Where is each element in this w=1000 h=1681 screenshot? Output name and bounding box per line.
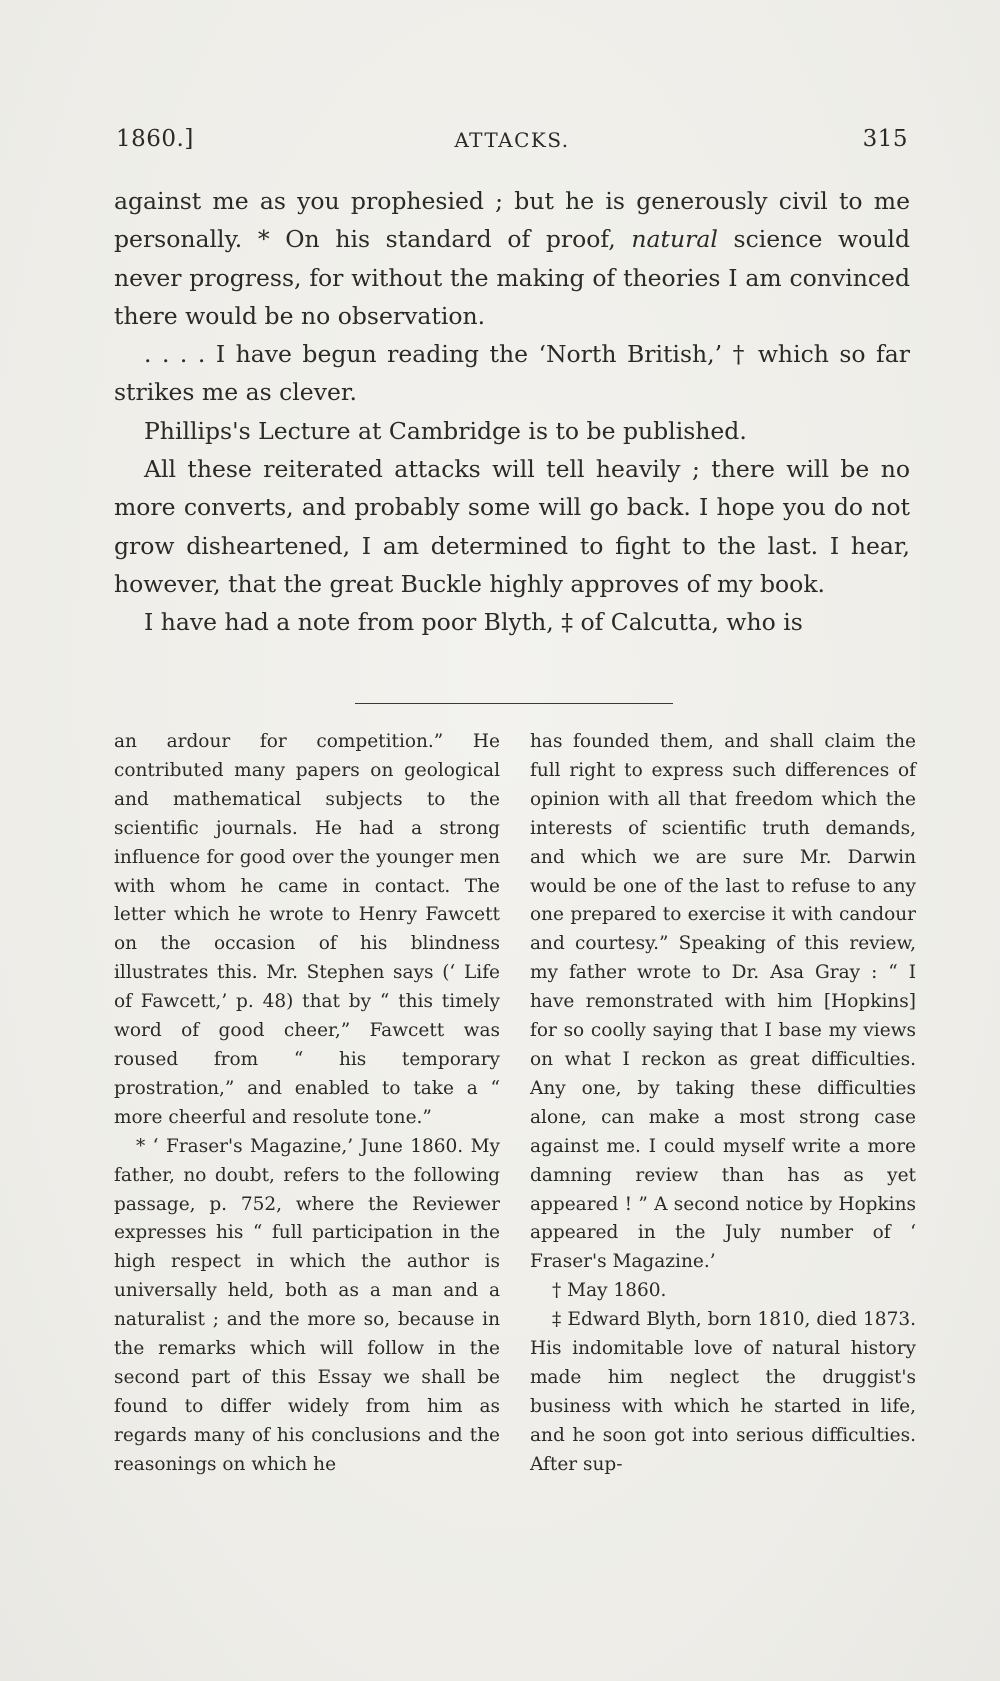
paragraph-2: . . . . I have begun reading the ‘North British,’ † which so far strikes me as clever. bbox=[114, 340, 910, 407]
paragraph-1-end: science would never progress, for without the making of theories I am convinced there would be no observation. bbox=[114, 225, 910, 330]
header-year: 1860.] bbox=[116, 126, 194, 152]
emphasis-natural: natural bbox=[631, 225, 718, 254]
footnote-double-dagger: ‡ Edward Blyth, born 1810, died 1873. His indomitable love of natural history made him neglect the druggist's business with which he started in life, and he soon got into serious difficulties. After sup- bbox=[530, 1309, 916, 1475]
footnote-asterisk-continued: has founded them, and shall claim the full right to express such differences of opinion with all that freedom which the interests of scientific truth demands, and which we are sure Mr. Darwin would be one of the last to refuse to any one prepared to exercise it with candour and courtesy.” Speaking of this review, my father wrote to Dr. Asa Gray : “ I have remonstrated with him [Hopkins] for so coolly saying that I base my views on what I reckon as great difficulties. Any one, by taking these difficulties alone, can make a most strong case against me. I could myself write a more damning review than has as yet appeared ! ” A second notice by Hopkins appeared in the July number of ‘ Fraser's Magazine.’ bbox=[530, 731, 916, 1273]
footnote-divider bbox=[355, 703, 673, 704]
paragraph-5: I have had a note from poor Blyth, ‡ of Calcutta, who is bbox=[144, 608, 803, 637]
paragraph-1-start: against me as you prophesied ; but he is generously civil to me personally. * On his standard of proof, bbox=[114, 187, 910, 254]
running-head bbox=[116, 126, 908, 162]
footnote-column-left bbox=[114, 728, 500, 1480]
header-title: ATTACKS. bbox=[454, 128, 570, 152]
paragraph-1 bbox=[114, 182, 910, 335]
footnote-continued: an ardour for competition.” He contributed many papers on geological and mathematical subjects to the scientific journals. He had a strong influence for good over the younger men with whom he came in contact. The letter which he wrote to Henry Fawcett on the occasion of his blindness illustrates this. Mr. Stephen says (‘ Life of Fawcett,’ p. 48) that by “ this timely word of good cheer,” Fawcett was roused from “ his temporary prostration,” and enabled to take a “ more cheerful and resolute tone.” bbox=[114, 731, 500, 1128]
main-text bbox=[114, 182, 910, 642]
footnote-column-right bbox=[530, 728, 916, 1480]
paragraph-4: All these reiterated attacks will tell heavily ; there will be no more converts, and probably some will go back. I hope you do not grow disheartened, I am determined to fight to the last. I hear, however, that the great Buckle highly approves of my book. bbox=[114, 455, 910, 598]
page-number: 315 bbox=[862, 126, 908, 152]
paragraph-3: Phillips's Lecture at Cambridge is to be published. bbox=[144, 416, 747, 445]
footnote-asterisk: * ‘ Fraser's Magazine,’ June 1860. My father, no doubt, refers to the following passage, p. 752, where the Reviewer expresses his “ full participation in the high respect in which the author is universally held, both as a man and a naturalist ; and the more so, because in the remarks which will follow in the second part of this Essay we shall be found to differ widely from him as regards many of his conclusions and the reasonings on which he bbox=[114, 1135, 500, 1475]
footnote-dagger: † May 1860. bbox=[552, 1280, 667, 1302]
